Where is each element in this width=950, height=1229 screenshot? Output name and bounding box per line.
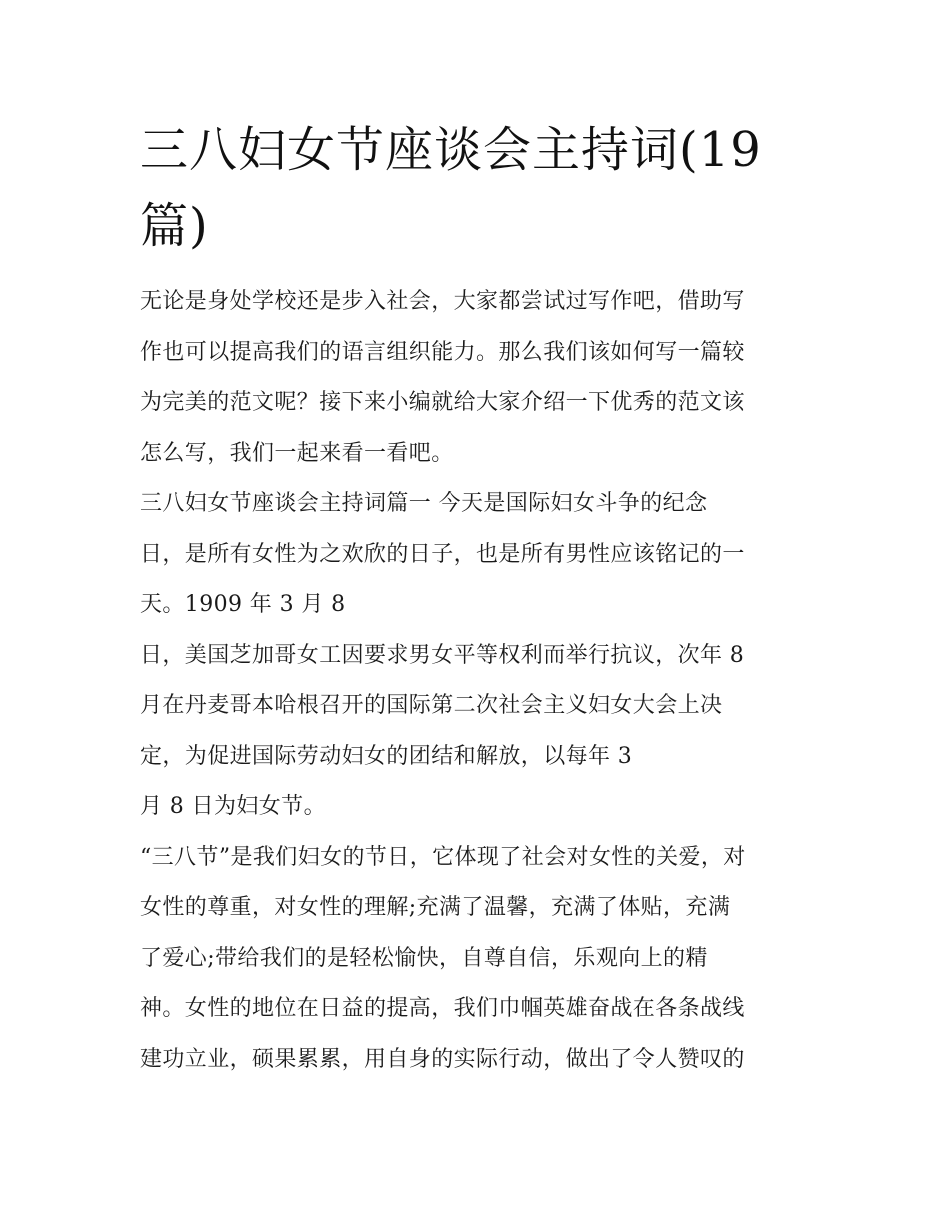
document-body [140, 282, 820, 1090]
body-line: 为完美的范文呢？接下来小编就给大家介绍一下优秀的范文该 [140, 390, 745, 415]
title-line-1: 三八妇女节座谈会主持词(19 [140, 122, 762, 178]
body-line: 月 8 日为妇女节。 [140, 794, 326, 819]
body-line: 了爱心;带给我们的是轻松愉快，自尊自信，乐观向上的精 [140, 945, 708, 971]
body-line: “三八节”是我们妇女的节日，它体现了社会对女性的关爱，对 [140, 844, 746, 870]
body-line: 月在丹麦哥本哈根召开的国际第二次社会主义妇女大会上决 [140, 693, 723, 718]
body-line: 日，美国芝加哥女工因要求男女平等权利而举行抗议，次年 8 [140, 642, 745, 668]
body-line: 怎么写，我们一起来看一看吧。 [140, 440, 454, 466]
body-line: 无论是身处学校还是步入社会，大家都尝试过写作吧，借助写 [140, 289, 745, 314]
title-line-2: 篇) [140, 198, 209, 254]
body-line: 定，为促进国际劳动妇女的团结和解放，以每年 3 [140, 743, 633, 769]
body-line: 三八妇女节座谈会主持词篇一 今天是国际妇女斗争的纪念 [140, 491, 708, 516]
document-title [140, 112, 820, 264]
body-line: 建功立业，硕果累累，用自身的实际行动，做出了令人赞叹的 [140, 1046, 745, 1072]
body-line: 作也可以提高我们的语言组织能力。那么我们该如何写一篇较 [140, 339, 745, 365]
body-line: 神。女性的地位在日益的提高，我们巾帼英雄奋战在各条战线 [140, 996, 745, 1021]
body-line: 日，是所有女性为之欢欣的日子，也是所有男性应该铭记的一 [140, 541, 745, 567]
body-line: 天。1909 年 3 月 8 [140, 592, 346, 617]
body-line: 女性的尊重，对女性的理解;充满了温馨，充满了体贴，充满 [140, 895, 731, 920]
